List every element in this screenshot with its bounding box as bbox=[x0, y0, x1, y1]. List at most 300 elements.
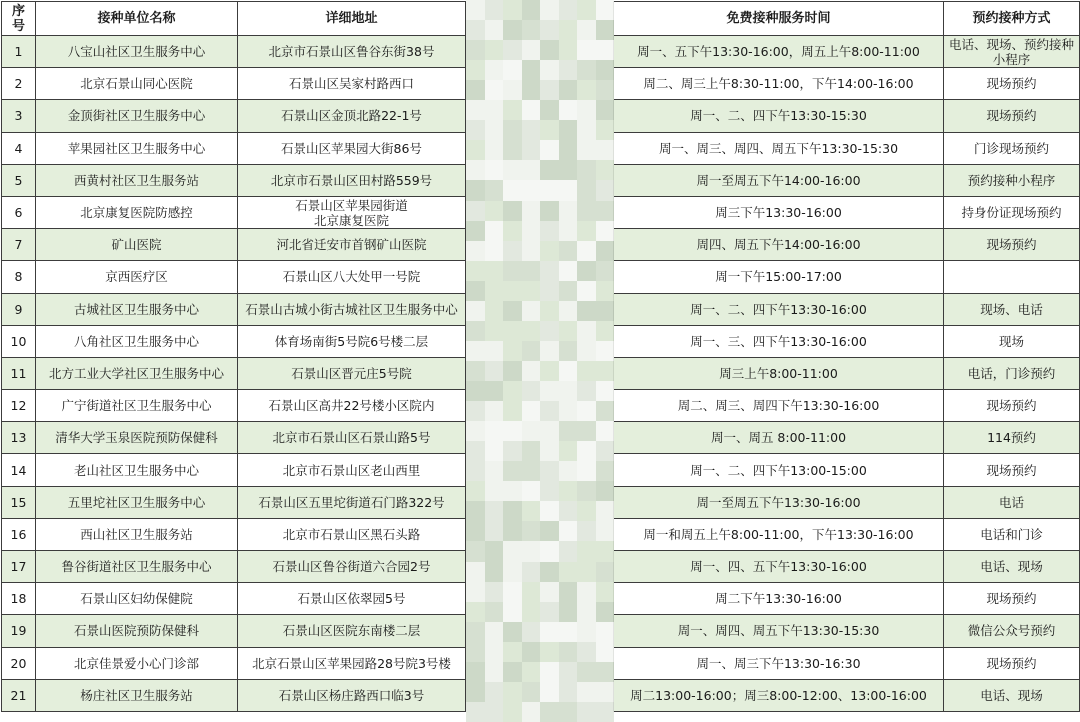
mosaic-tile bbox=[466, 301, 485, 321]
address-cell: 石景山区五里坨街道石门路322号 bbox=[238, 486, 466, 518]
mosaic-tile bbox=[522, 301, 541, 321]
mosaic-tile bbox=[577, 602, 596, 622]
mosaic-tile bbox=[596, 80, 615, 100]
mosaic-tile bbox=[466, 441, 485, 461]
seq-cell: 4 bbox=[2, 132, 36, 164]
mosaic-tile bbox=[485, 321, 504, 341]
mosaic-tile bbox=[540, 421, 559, 441]
mosaic-tile bbox=[577, 501, 596, 521]
mosaic-tile bbox=[485, 140, 504, 160]
mosaic-tile bbox=[540, 241, 559, 261]
mosaic-tile bbox=[485, 160, 504, 180]
mosaic-tile bbox=[577, 702, 596, 722]
address-cell: 石景山区金顶北路22-1号 bbox=[238, 100, 466, 132]
mosaic-tile bbox=[503, 0, 522, 20]
mosaic-tile bbox=[485, 481, 504, 501]
mosaic-tile bbox=[522, 281, 541, 301]
mosaic-tile bbox=[485, 381, 504, 401]
mosaic-tile bbox=[577, 221, 596, 241]
mosaic-tile bbox=[466, 321, 485, 341]
mosaic-tile bbox=[522, 20, 541, 40]
service-time-cell: 周一下午15:00-17:00 bbox=[614, 261, 944, 293]
mosaic-tile bbox=[596, 582, 615, 602]
mosaic-tile bbox=[503, 140, 522, 160]
booking-method-cell: 电话，门诊预约 bbox=[944, 357, 1080, 389]
mosaic-tile bbox=[596, 702, 615, 722]
mosaic-tile bbox=[522, 421, 541, 441]
mosaic-tile bbox=[559, 140, 578, 160]
mosaic-tile bbox=[466, 40, 485, 60]
seq-cell: 16 bbox=[2, 518, 36, 550]
unit-name-cell: 北京石景山同心医院 bbox=[36, 68, 238, 100]
mosaic-tile bbox=[485, 702, 504, 722]
booking-method-cell: 现场预约 bbox=[944, 583, 1080, 615]
mosaic-tile bbox=[559, 301, 578, 321]
mosaic-tile bbox=[559, 201, 578, 221]
unit-name-cell: 鲁谷街道社区卫生服务中心 bbox=[36, 551, 238, 583]
mosaic-tile bbox=[559, 40, 578, 60]
mosaic-tile bbox=[466, 0, 485, 20]
mosaic-tile bbox=[503, 221, 522, 241]
mosaic-tile bbox=[577, 281, 596, 301]
redaction-mosaic bbox=[466, 0, 614, 722]
seq-cell: 13 bbox=[2, 422, 36, 454]
mosaic-tile bbox=[503, 441, 522, 461]
mosaic-tile bbox=[540, 0, 559, 20]
mosaic-tile bbox=[596, 180, 615, 200]
mosaic-tile bbox=[522, 582, 541, 602]
service-time-cell: 周三下午13:30-16:00 bbox=[614, 196, 944, 228]
service-time-cell: 周一、五下午13:30-16:00，周五上午8:00-11:00 bbox=[614, 36, 944, 68]
mosaic-tile bbox=[596, 441, 615, 461]
service-time-cell: 周二、周三、周四下午13:30-16:00 bbox=[614, 390, 944, 422]
mosaic-tile bbox=[522, 160, 541, 180]
seq-cell: 2 bbox=[2, 68, 36, 100]
mosaic-tile bbox=[559, 221, 578, 241]
mosaic-tile bbox=[540, 140, 559, 160]
mosaic-tile bbox=[577, 441, 596, 461]
seq-cell: 14 bbox=[2, 454, 36, 486]
seq-cell: 6 bbox=[2, 196, 36, 228]
service-time-cell: 周一、二、四下午13:30-15:30 bbox=[614, 100, 944, 132]
mosaic-tile bbox=[577, 321, 596, 341]
mosaic-tile bbox=[559, 401, 578, 421]
mosaic-tile bbox=[485, 40, 504, 60]
mosaic-tile bbox=[559, 381, 578, 401]
booking-method-cell bbox=[944, 261, 1080, 293]
mosaic-tile bbox=[503, 180, 522, 200]
mosaic-tile bbox=[596, 682, 615, 702]
seq-cell: 10 bbox=[2, 325, 36, 357]
mosaic-tile bbox=[522, 201, 541, 221]
address-cell: 北京市石景山区黑石头路 bbox=[238, 518, 466, 550]
mosaic-tile bbox=[466, 401, 485, 421]
booking-method-cell: 预约接种小程序 bbox=[944, 164, 1080, 196]
mosaic-tile bbox=[466, 120, 485, 140]
mosaic-tile bbox=[522, 381, 541, 401]
mosaic-tile bbox=[596, 60, 615, 80]
booking-method-cell: 微信公众号预约 bbox=[944, 615, 1080, 647]
mosaic-tile bbox=[466, 662, 485, 682]
mosaic-tile bbox=[577, 682, 596, 702]
mosaic-tile bbox=[522, 602, 541, 622]
unit-name-cell: 北方工业大学社区卫生服务中心 bbox=[36, 357, 238, 389]
mosaic-tile bbox=[466, 562, 485, 582]
mosaic-tile bbox=[559, 702, 578, 722]
address-cell: 体育场南街5号院6号楼二层 bbox=[238, 325, 466, 357]
mosaic-tile bbox=[503, 40, 522, 60]
address-cell: 北京市石景山区田村路559号 bbox=[238, 164, 466, 196]
mosaic-tile bbox=[522, 60, 541, 80]
mosaic-tile bbox=[466, 481, 485, 501]
unit-name-cell: 金顶街社区卫生服务中心 bbox=[36, 100, 238, 132]
unit-name-cell: 苹果园社区卫生服务中心 bbox=[36, 132, 238, 164]
mosaic-tile bbox=[503, 622, 522, 642]
service-time-cell: 周一、三、四下午13:30-16:00 bbox=[614, 325, 944, 357]
mosaic-tile bbox=[522, 221, 541, 241]
mosaic-tile bbox=[540, 501, 559, 521]
mosaic-tile bbox=[522, 120, 541, 140]
seq-cell: 8 bbox=[2, 261, 36, 293]
mosaic-tile bbox=[577, 40, 596, 60]
unit-name-cell: 古城社区卫生服务中心 bbox=[36, 293, 238, 325]
mosaic-tile bbox=[485, 622, 504, 642]
mosaic-tile bbox=[522, 642, 541, 662]
booking-method-cell: 电话、现场、预约接种小程序 bbox=[944, 36, 1080, 68]
address-cell: 石景山区苹果园大街86号 bbox=[238, 132, 466, 164]
mosaic-tile bbox=[596, 341, 615, 361]
booking-method-cell: 现场预约 bbox=[944, 68, 1080, 100]
mosaic-tile bbox=[485, 461, 504, 481]
booking-method-cell: 现场、电话 bbox=[944, 293, 1080, 325]
mosaic-tile bbox=[466, 20, 485, 40]
mosaic-tile bbox=[522, 341, 541, 361]
seq-cell: 18 bbox=[2, 583, 36, 615]
mosaic-tile bbox=[522, 662, 541, 682]
seq-cell: 3 bbox=[2, 100, 36, 132]
mosaic-tile bbox=[559, 642, 578, 662]
unit-name-cell: 西山社区卫生服务站 bbox=[36, 518, 238, 550]
mosaic-tile bbox=[503, 100, 522, 120]
mosaic-tile bbox=[466, 622, 485, 642]
booking-method-cell: 现场预约 bbox=[944, 229, 1080, 261]
address-cell: 石景山区八大处甲一号院 bbox=[238, 261, 466, 293]
mosaic-tile bbox=[559, 682, 578, 702]
mosaic-tile bbox=[485, 682, 504, 702]
mosaic-tile bbox=[485, 241, 504, 261]
mosaic-tile bbox=[540, 361, 559, 381]
mosaic-tile bbox=[503, 501, 522, 521]
address-cell: 石景山区吴家村路西口 bbox=[238, 68, 466, 100]
mosaic-tile bbox=[577, 562, 596, 582]
address-cell: 石景山区杨庄路西口临3号 bbox=[238, 679, 466, 711]
mosaic-tile bbox=[559, 501, 578, 521]
mosaic-tile bbox=[577, 140, 596, 160]
mosaic-tile bbox=[596, 562, 615, 582]
seq-cell: 9 bbox=[2, 293, 36, 325]
mosaic-tile bbox=[485, 421, 504, 441]
mosaic-tile bbox=[466, 682, 485, 702]
mosaic-tile bbox=[466, 461, 485, 481]
mosaic-tile bbox=[559, 80, 578, 100]
address-cell: 北京市石景山区老山西里 bbox=[238, 454, 466, 486]
mosaic-tile bbox=[596, 401, 615, 421]
mosaic-tile bbox=[485, 662, 504, 682]
mosaic-tile bbox=[503, 301, 522, 321]
mosaic-tile bbox=[485, 501, 504, 521]
mosaic-tile bbox=[540, 80, 559, 100]
mosaic-tile bbox=[559, 602, 578, 622]
mosaic-tile bbox=[540, 100, 559, 120]
mosaic-tile bbox=[485, 180, 504, 200]
mosaic-tile bbox=[503, 281, 522, 301]
mosaic-tile bbox=[596, 40, 615, 60]
seq-cell: 5 bbox=[2, 164, 36, 196]
address-cell: 石景山区鲁谷街道六合园2号 bbox=[238, 551, 466, 583]
mosaic-tile bbox=[596, 120, 615, 140]
booking-method-cell: 电话、现场 bbox=[944, 551, 1080, 583]
mosaic-tile bbox=[540, 40, 559, 60]
mosaic-tile bbox=[577, 120, 596, 140]
mosaic-tile bbox=[577, 261, 596, 281]
mosaic-tile bbox=[559, 241, 578, 261]
mosaic-tile bbox=[596, 602, 615, 622]
mosaic-tile bbox=[503, 120, 522, 140]
mosaic-tile bbox=[466, 281, 485, 301]
mosaic-tile bbox=[522, 501, 541, 521]
seq-cell: 17 bbox=[2, 551, 36, 583]
mosaic-tile bbox=[559, 321, 578, 341]
mosaic-tile bbox=[540, 321, 559, 341]
address-cell: 北京市石景山区鲁谷东街38号 bbox=[238, 36, 466, 68]
unit-name-cell: 八宝山社区卫生服务中心 bbox=[36, 36, 238, 68]
mosaic-tile bbox=[485, 521, 504, 541]
mosaic-tile bbox=[559, 120, 578, 140]
mosaic-tile bbox=[466, 60, 485, 80]
mosaic-tile bbox=[577, 80, 596, 100]
mosaic-tile bbox=[522, 702, 541, 722]
mosaic-tile bbox=[540, 642, 559, 662]
mosaic-tile bbox=[540, 301, 559, 321]
mosaic-tile bbox=[559, 662, 578, 682]
unit-name-cell: 京西医疗区 bbox=[36, 261, 238, 293]
mosaic-tile bbox=[503, 80, 522, 100]
unit-name-cell: 五里坨社区卫生服务中心 bbox=[36, 486, 238, 518]
mosaic-tile bbox=[503, 421, 522, 441]
mosaic-tile bbox=[596, 622, 615, 642]
mosaic-tile bbox=[559, 441, 578, 461]
mosaic-tile bbox=[577, 180, 596, 200]
mosaic-tile bbox=[466, 201, 485, 221]
service-time-cell: 周一、周四、周五下午13:30-15:30 bbox=[614, 615, 944, 647]
mosaic-tile bbox=[540, 60, 559, 80]
mosaic-tile bbox=[559, 622, 578, 642]
mosaic-tile bbox=[485, 341, 504, 361]
mosaic-tile bbox=[577, 100, 596, 120]
mosaic-tile bbox=[522, 361, 541, 381]
mosaic-tile bbox=[522, 140, 541, 160]
mosaic-tile bbox=[559, 60, 578, 80]
mosaic-tile bbox=[466, 421, 485, 441]
address-cell: 北京市石景山区石景山路5号 bbox=[238, 422, 466, 454]
mosaic-tile bbox=[540, 341, 559, 361]
mosaic-tile bbox=[466, 221, 485, 241]
unit-name-cell: 广宁街道社区卫生服务中心 bbox=[36, 390, 238, 422]
mosaic-tile bbox=[485, 80, 504, 100]
mosaic-tile bbox=[503, 582, 522, 602]
mosaic-tile bbox=[485, 0, 504, 20]
mosaic-tile bbox=[559, 20, 578, 40]
mosaic-tile bbox=[596, 461, 615, 481]
header-unit: 接种单位名称 bbox=[36, 2, 238, 36]
mosaic-tile bbox=[596, 361, 615, 381]
address-cell: 石景山区晋元庄5号院 bbox=[238, 357, 466, 389]
service-time-cell: 周二13:00-16:00；周三8:00-12:00、13:00-16:00 bbox=[614, 679, 944, 711]
address-cell: 石景山古城小街古城社区卫生服务中心 bbox=[238, 293, 466, 325]
mosaic-tile bbox=[485, 20, 504, 40]
seq-cell: 12 bbox=[2, 390, 36, 422]
mosaic-tile bbox=[540, 160, 559, 180]
mosaic-tile bbox=[485, 541, 504, 561]
mosaic-tile bbox=[522, 80, 541, 100]
unit-name-cell: 八角社区卫生服务中心 bbox=[36, 325, 238, 357]
address-cell: 石景山区医院东南楼二层 bbox=[238, 615, 466, 647]
mosaic-tile bbox=[503, 341, 522, 361]
address-cell: 石景山区高井22号楼小区院内 bbox=[238, 390, 466, 422]
mosaic-tile bbox=[485, 642, 504, 662]
header-time: 免费接种服务时间 bbox=[614, 2, 944, 36]
mosaic-tile bbox=[503, 60, 522, 80]
mosaic-tile bbox=[540, 582, 559, 602]
mosaic-tile bbox=[577, 582, 596, 602]
unit-name-cell: 老山社区卫生服务中心 bbox=[36, 454, 238, 486]
mosaic-tile bbox=[466, 100, 485, 120]
mosaic-tile bbox=[503, 461, 522, 481]
mosaic-tile bbox=[485, 201, 504, 221]
address-cell: 河北省迁安市首钢矿山医院 bbox=[238, 229, 466, 261]
mosaic-tile bbox=[596, 662, 615, 682]
mosaic-tile bbox=[503, 702, 522, 722]
mosaic-tile bbox=[466, 241, 485, 261]
mosaic-tile bbox=[540, 562, 559, 582]
mosaic-tile bbox=[559, 582, 578, 602]
mosaic-tile bbox=[522, 241, 541, 261]
mosaic-tile bbox=[522, 541, 541, 561]
mosaic-tile bbox=[503, 241, 522, 261]
mosaic-tile bbox=[485, 602, 504, 622]
mosaic-tile bbox=[559, 341, 578, 361]
mosaic-tile bbox=[540, 441, 559, 461]
unit-name-cell: 矿山医院 bbox=[36, 229, 238, 261]
mosaic-tile bbox=[540, 481, 559, 501]
mosaic-tile bbox=[466, 702, 485, 722]
mosaic-tile bbox=[577, 521, 596, 541]
mosaic-tile bbox=[596, 642, 615, 662]
service-time-cell: 周一、周三、周四、周五下午13:30-15:30 bbox=[614, 132, 944, 164]
booking-method-cell: 持身份证现场预约 bbox=[944, 196, 1080, 228]
mosaic-tile bbox=[596, 541, 615, 561]
mosaic-tile bbox=[522, 401, 541, 421]
booking-method-cell: 现场预约 bbox=[944, 390, 1080, 422]
service-time-cell: 周二、周三上午8:30-11:00，下午14:00-16:00 bbox=[614, 68, 944, 100]
service-time-cell: 周一至周五下午13:30-16:00 bbox=[614, 486, 944, 518]
seq-cell: 15 bbox=[2, 486, 36, 518]
address-cell: 石景山区依翠园5号 bbox=[238, 583, 466, 615]
mosaic-tile bbox=[522, 321, 541, 341]
mosaic-tile bbox=[522, 521, 541, 541]
mosaic-tile bbox=[485, 301, 504, 321]
mosaic-tile bbox=[503, 642, 522, 662]
unit-name-cell: 北京佳景爱小心门诊部 bbox=[36, 647, 238, 679]
mosaic-tile bbox=[596, 100, 615, 120]
service-time-cell: 周四、周五下午14:00-16:00 bbox=[614, 229, 944, 261]
service-time-cell: 周一、二、四下午13:30-16:00 bbox=[614, 293, 944, 325]
mosaic-tile bbox=[466, 180, 485, 200]
mosaic-tile bbox=[522, 0, 541, 20]
mosaic-tile bbox=[466, 80, 485, 100]
mosaic-tile bbox=[485, 361, 504, 381]
mosaic-tile bbox=[466, 381, 485, 401]
mosaic-tile bbox=[522, 180, 541, 200]
mosaic-tile bbox=[522, 562, 541, 582]
mosaic-tile bbox=[577, 541, 596, 561]
service-time-cell: 周一、二、四下午13:00-15:00 bbox=[614, 454, 944, 486]
mosaic-tile bbox=[559, 421, 578, 441]
mosaic-tile bbox=[577, 401, 596, 421]
mosaic-tile bbox=[540, 261, 559, 281]
booking-method-cell: 电话、现场 bbox=[944, 679, 1080, 711]
mosaic-tile bbox=[540, 602, 559, 622]
mosaic-tile bbox=[540, 662, 559, 682]
mosaic-tile bbox=[503, 602, 522, 622]
mosaic-tile bbox=[466, 582, 485, 602]
mosaic-tile bbox=[522, 461, 541, 481]
mosaic-tile bbox=[596, 281, 615, 301]
address-cell: 北京石景山区苹果园路28号院3号楼 bbox=[238, 647, 466, 679]
header-address: 详细地址 bbox=[238, 2, 466, 36]
booking-method-cell: 现场 bbox=[944, 325, 1080, 357]
unit-name-cell: 石景山区妇幼保健院 bbox=[36, 583, 238, 615]
mosaic-tile bbox=[596, 140, 615, 160]
mosaic-tile bbox=[540, 622, 559, 642]
mosaic-tile bbox=[577, 241, 596, 261]
mosaic-tile bbox=[596, 201, 615, 221]
seq-cell: 19 bbox=[2, 615, 36, 647]
booking-method-cell: 电话和门诊 bbox=[944, 518, 1080, 550]
service-time-cell: 周一、四、五下午13:30-16:00 bbox=[614, 551, 944, 583]
mosaic-tile bbox=[596, 221, 615, 241]
mosaic-tile bbox=[503, 160, 522, 180]
mosaic-tile bbox=[503, 201, 522, 221]
mosaic-tile bbox=[540, 120, 559, 140]
service-time-cell: 周一至周五下午14:00-16:00 bbox=[614, 164, 944, 196]
mosaic-tile bbox=[596, 301, 615, 321]
mosaic-tile bbox=[540, 461, 559, 481]
service-time-cell: 周二下午13:30-16:00 bbox=[614, 583, 944, 615]
booking-method-cell: 门诊现场预约 bbox=[944, 132, 1080, 164]
mosaic-tile bbox=[559, 521, 578, 541]
mosaic-tile bbox=[577, 0, 596, 20]
mosaic-tile bbox=[577, 341, 596, 361]
service-time-cell: 周一、周五 8:00-11:00 bbox=[614, 422, 944, 454]
mosaic-tile bbox=[503, 321, 522, 341]
mosaic-tile bbox=[503, 481, 522, 501]
mosaic-tile bbox=[596, 381, 615, 401]
mosaic-tile bbox=[596, 501, 615, 521]
mosaic-tile bbox=[540, 180, 559, 200]
header-seq: 序 号 bbox=[2, 2, 36, 36]
mosaic-tile bbox=[540, 281, 559, 301]
